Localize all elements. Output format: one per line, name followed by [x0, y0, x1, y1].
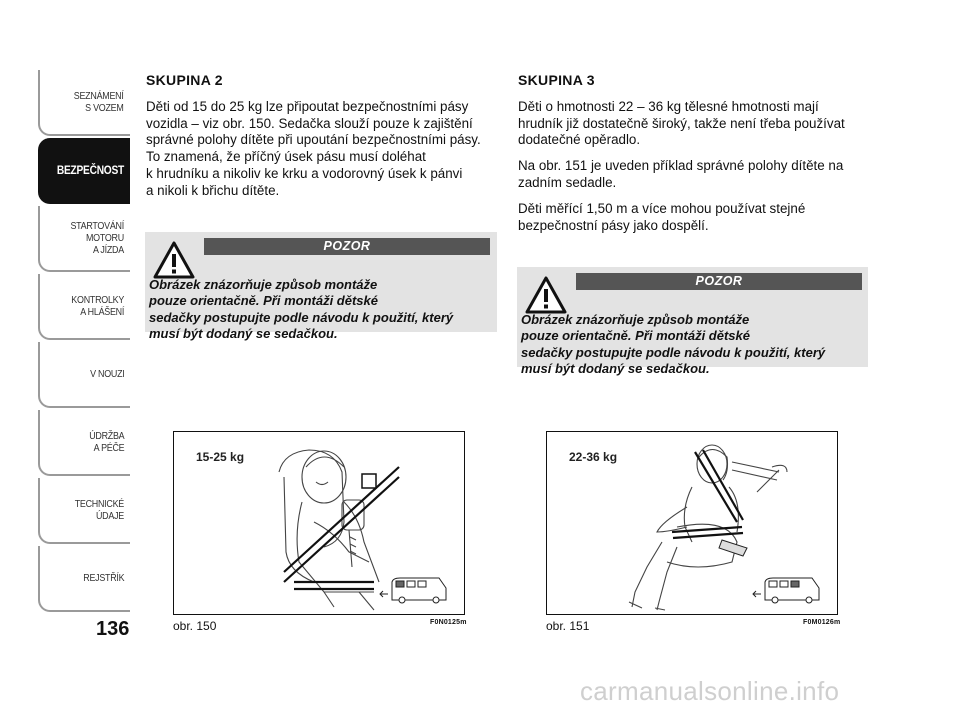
warning-title: POZOR [204, 238, 490, 255]
tab-bezpecnost[interactable]: BEZPEČNOST [38, 138, 130, 204]
tab-startovani[interactable]: STARTOVÁNÍ MOTORU A JÍZDA [38, 206, 130, 272]
figure-150-caption: obr. 150 [173, 619, 217, 633]
figure-150 [173, 431, 465, 615]
figure-151-code: F0M0126m [803, 619, 841, 626]
right-column [518, 72, 878, 243]
section-heading-group3: SKUPINA 3 [518, 72, 595, 88]
warning-text: Obrázek znázorňuje způsob montáže pouze orientačně. Při montáži dětské sedačky postupujte podle návodu k použití, který musí být dodaný se sedačkou. [521, 311, 826, 376]
tab-technicke[interactable]: TECHNICKÉ ÚDAJE [38, 478, 130, 544]
tab-kontrolky[interactable]: KONTROLKY A HLÁŠENÍ [38, 274, 130, 340]
section-heading-group2: SKUPINA 2 [146, 72, 223, 88]
warning-title: POZOR [576, 273, 862, 290]
warning-text: Obrázek znázorňuje způsob montáže pouze orientačně. Při montáži dětské sedačky postupujte podle návodu k použití, který musí být dodaný se sedačkou. [149, 276, 454, 341]
figure-150-code: F0N0125m [430, 619, 467, 626]
group3-paragraph-2: Na obr. 151 je uveden příklad správné polohy dítěte na zadním sedadle. [518, 158, 844, 190]
tab-udrzba[interactable]: ÚDRŽBA A PÉČE [38, 410, 130, 476]
group3-paragraph-1: Děti o hmotnosti 22 – 36 kg tělesné hmotnosti mají hrudník již dostatečně široký, takže není třeba používat dodatečné opěradlo. [518, 98, 845, 148]
tab-v-nouzi[interactable]: V NOUZI [38, 342, 130, 408]
left-column [146, 72, 496, 209]
figure-151-caption: obr. 151 [546, 619, 590, 633]
tab-seznameni[interactable]: SEZNÁMENÍ S VOZEM [38, 70, 130, 136]
warning-box-left [145, 232, 497, 341]
group2-paragraph: Děti od 15 do 25 kg lze připoutat bezpečnostními pásy vozidla – viz obr. 150. Sedačka slouží pouze k zajištění správné polohy dítěte při upoutání bezpečnostními pásy. To znamená, že příčný úsek pásu musí doléhat k hrudníku a nikoliv ke krku a vodorovný úsek k pánvi a nikoli k břichu dítěte. [146, 98, 481, 198]
weight-label: 22-36 kg [569, 450, 618, 464]
figure-151 [546, 431, 838, 615]
warning-box-right [517, 267, 868, 376]
watermark: carmanualsonline.info [580, 676, 840, 706]
weight-label: 15-25 kg [196, 450, 245, 464]
group3-paragraph-3: Děti měřící 1,50 m a více mohou používat stejné bezpečnostní pásy jako dospělí. [518, 200, 806, 233]
page-number: 136 [96, 618, 130, 640]
tab-rejstrik[interactable]: REJSTŘÍK [38, 546, 130, 612]
